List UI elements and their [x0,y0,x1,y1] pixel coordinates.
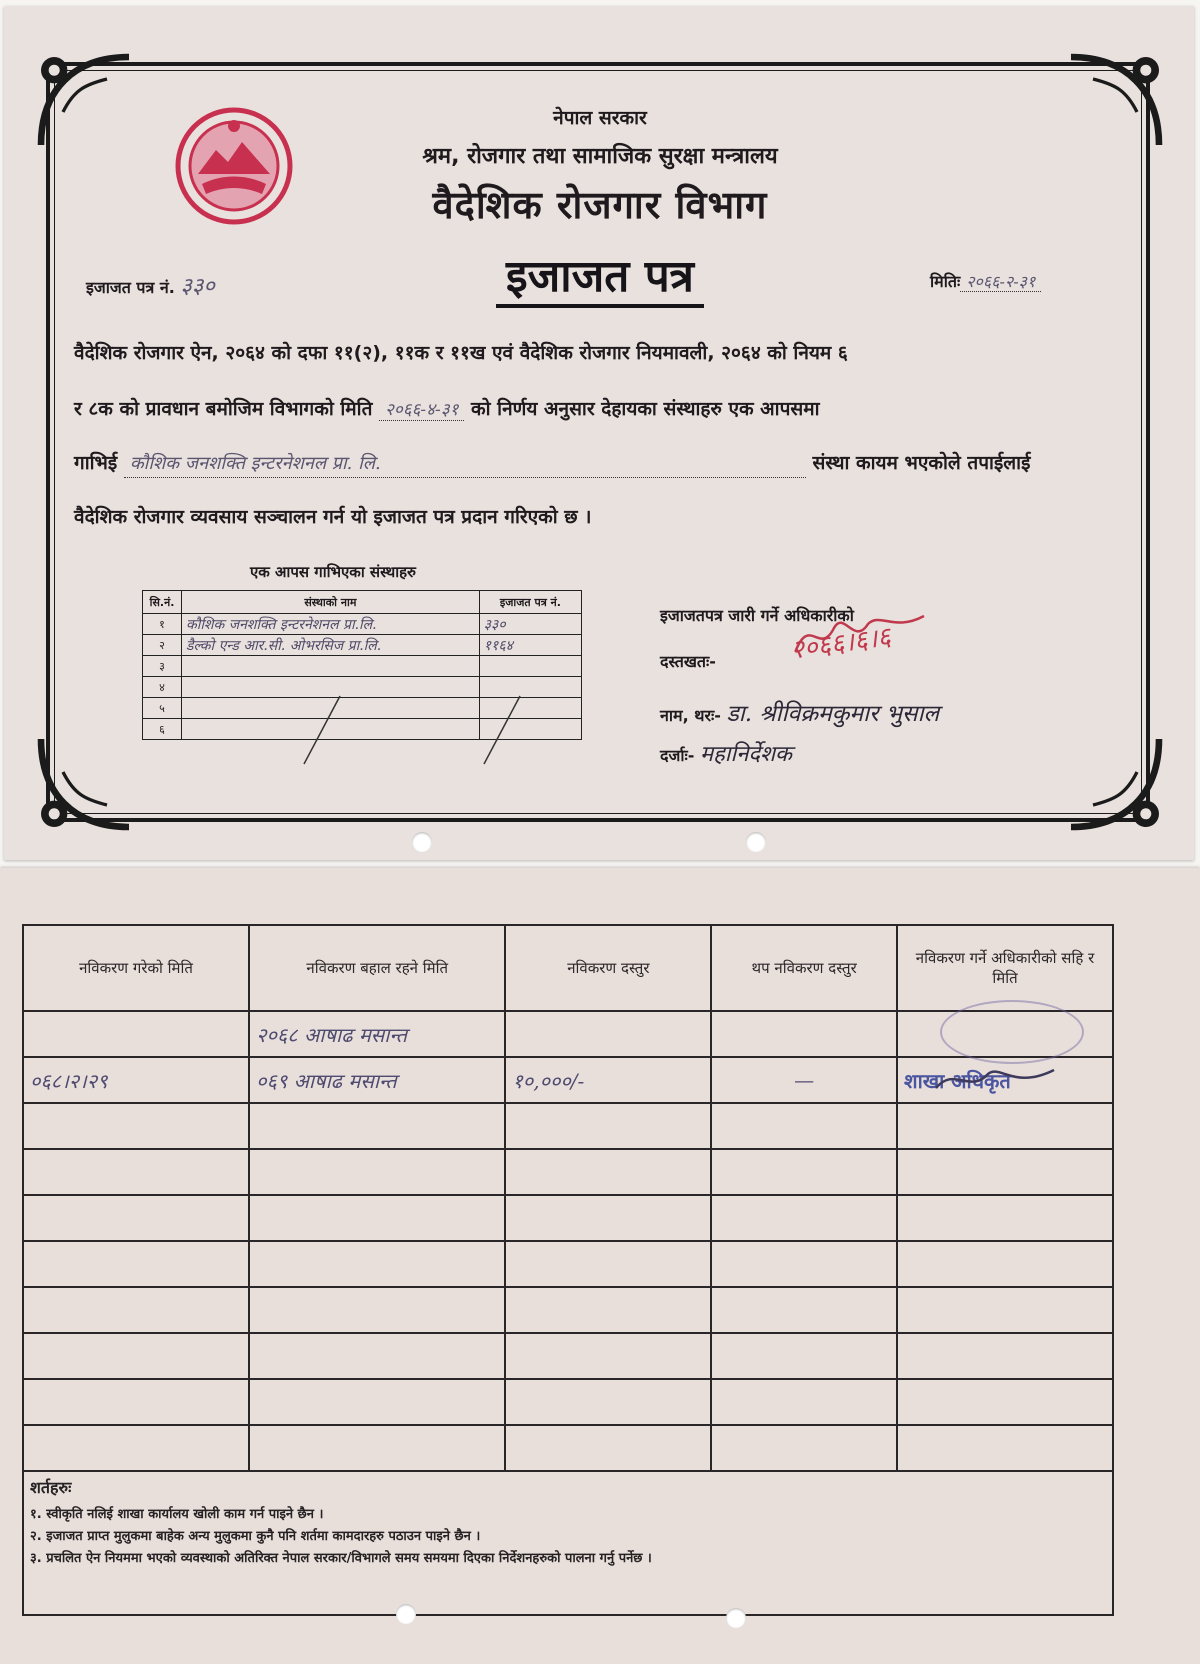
org-permit-no [479,656,581,677]
corner-ornament-bottom-left [30,728,140,838]
renewal-fee [505,1011,711,1057]
rank-label-text: दर्जाः- [660,746,695,765]
org-sn: ६ [143,719,182,740]
signature-date: २०६६।६।६ [788,622,893,666]
title-text: इजाजत पत्र [496,251,704,308]
renewal-date [23,1195,249,1241]
renewal-additional-fee [711,1379,897,1425]
signatory-name: डा. श्रीविक्रमकुमार भुसाल [726,701,940,727]
body-line-2-suffix: को निर्णय अनुसार देहायका संस्थाहरु एक आपसमा [471,398,820,420]
body-line-3 [74,450,1130,478]
renewal-header-date: नविकरण गरेको मिति [23,925,249,1011]
terms-title: शर्तहरुः [30,1478,72,1497]
signature-label: दस्तखतः- [660,652,716,671]
table-row [23,1149,1113,1195]
merged-organization-name: कौशिक जनशक्ति इन्टरनेशनल प्रा. लि. [124,451,806,478]
punch-hole [396,1604,416,1624]
renewal-officer [897,1103,1113,1149]
table-row [143,635,582,656]
org-sn: १ [143,614,182,635]
orgs-header-permit-no: इजाजत पत्र नं. [479,591,581,614]
renewal-additional-fee [711,1011,897,1057]
decision-date: २०६६-४-३१ [379,400,464,421]
renewal-valid-until [249,1379,505,1425]
strike-through-marks [290,690,530,770]
renewal-date [23,1287,249,1333]
renewal-date [23,1241,249,1287]
renewal-date [23,1103,249,1149]
handwritten-signature [790,606,930,666]
punch-hole [726,1608,746,1628]
department-name: वैदेशिक रोजगार विभाग [432,183,768,227]
org-permit-no: ११६४ [479,635,581,656]
renewal-valid-until: २०६८ आषाढ मसान्त [249,1011,505,1057]
punch-hole [412,832,432,852]
renewal-header-row [23,925,1113,1011]
signatory-heading: इजाजतपत्र जारी गर्ने अधिकारीको [660,606,854,625]
renewal-fee [505,1103,711,1149]
org-sn: ५ [143,698,182,719]
renewal-date [23,1333,249,1379]
name-label-text: नाम, थरः- [660,706,721,725]
table-row [143,614,582,635]
orgs-header-name: संस्थाको नाम [182,591,480,614]
renewal-fee [505,1333,711,1379]
renewal-valid-until [249,1103,505,1149]
renewal-fee [505,1241,711,1287]
term-item: २. इजाजत प्राप्त मुलुकमा बाहेक अन्य मुलुकमा कुनै पनि शर्तमा कामदारहरु पठाउन पाइने छैन । [30,1529,481,1544]
renewal-officer [897,1379,1113,1425]
renewal-valid-until [249,1425,505,1471]
signatory-rank: महानिर्देशक [699,742,792,767]
terms-section [30,1476,1110,1570]
renewal-fee [505,1149,711,1195]
renewal-signature [930,1060,1060,1100]
renewal-additional-fee [711,1241,897,1287]
renewal-valid-until [249,1241,505,1287]
renewal-fee: १०,०००/- [505,1057,711,1103]
renewal-valid-until: ०६९ आषाढ मसान्त [249,1057,505,1103]
org-name: कौशिक जनशक्ति इन्टरनेशनल प्रा.लि. [182,614,480,635]
org-sn: ४ [143,677,182,698]
body-line-2 [74,396,1130,423]
renewal-officer [897,1241,1113,1287]
orgs-header-sn: सि.नं. [143,591,182,614]
renewal-valid-until [249,1149,505,1195]
issue-date-label: मितिः [930,272,961,291]
renewal-fee [505,1379,711,1425]
renewal-additional-fee [711,1195,897,1241]
renewal-additional-fee: — [711,1057,897,1103]
table-row [23,1333,1113,1379]
body-line-3-suffix: संस्था कायम भएकोले तपाईलाई [812,452,1031,474]
renewal-additional-fee [711,1149,897,1195]
renewal-officer [897,1195,1113,1241]
table-row [23,1379,1113,1425]
renewal-header-officer: नविकरण गर्ने अधिकारीको सहि र मिति [897,925,1113,1011]
body-line-4: वैदेशिक रोजगार व्यवसाय सञ्चालन गर्न यो इजाजत पत्र प्रदान गरिएको छ । [74,506,592,528]
permit-number-label: इजाजत पत्र नं. [86,278,175,297]
renewal-additional-fee [711,1103,897,1149]
org-sn: ३ [143,656,182,677]
name-label [660,696,939,728]
renewal-date [23,1379,249,1425]
renewal-header-additional-fee: थप नविकरण दस्तुर [711,925,897,1011]
issue-date [930,270,1041,292]
table-row [23,1425,1113,1471]
renewal-valid-until [249,1333,505,1379]
government-name: नेपाल सरकार [553,107,647,129]
renewal-fee [505,1195,711,1241]
table-row [143,656,582,677]
org-permit-no: ३३० [479,614,581,635]
permit-number [86,270,215,300]
body-line-3-prefix: गाभिई [74,452,118,474]
renewal-additional-fee [711,1333,897,1379]
term-item: ३. प्रचलित ऐन नियममा भएको व्यवस्थाको अतिरिक्त नेपाल सरकार/विभागले समय समयमा दिएका निर्देशनहरुको पालना गर्नु पर्नेछ । [30,1551,652,1566]
table-row [23,1241,1113,1287]
org-name: डैल्को एन्ड आर.सी. ओभरसिज प्रा.लि. [182,635,480,656]
renewal-additional-fee [711,1287,897,1333]
officer-stamp-label: शाखा अधिकृत [903,1068,1011,1093]
corner-ornament-bottom-right [1060,728,1170,838]
orgs-table-caption: एक आपस गाभिएका संस्थाहरु [250,563,417,581]
renewal-officer [897,1287,1113,1333]
renewal-date: ०६८।२।२९ [23,1057,249,1103]
rank-label [660,738,792,768]
renewal-valid-until [249,1195,505,1241]
org-name [182,656,480,677]
renewal-header-fee: नविकरण दस्तुर [505,925,711,1011]
body-line-1: वैदेशिक रोजगार ऐन, २०६४ को दफा ११(२), ११क र ११ख एवं वैदेशिक रोजगार नियमावली, २०६४ को नियम ६ [74,342,848,364]
office-stamp [940,1000,1084,1064]
renewal-date [23,1425,249,1471]
term-item: १. स्वीकृति नलिई शाखा कार्यालय खोली काम गर्न पाइने छैन । [30,1507,324,1522]
ministry-name: श्रम, रोजगार तथा सामाजिक सुरक्षा मन्त्रालय [422,144,778,169]
table-row [23,1103,1113,1149]
renewal-valid-until [249,1287,505,1333]
renewal-fee [505,1287,711,1333]
renewal-date [23,1011,249,1057]
table-row [23,1287,1113,1333]
renewal-header-valid-until: नविकरण बहाल रहने मिति [249,925,505,1011]
body-line-2-prefix: र ८क को प्रावधान बमोजिम विभागको मिति [74,398,373,420]
renewal-officer [897,1425,1113,1471]
table-row [23,1195,1113,1241]
permit-number-value: ३३० [180,274,215,299]
issue-date-value: २०६६-२-३१ [960,272,1041,292]
renewal-fee [505,1425,711,1471]
renewal-officer [897,1149,1113,1195]
org-sn: २ [143,635,182,656]
renewal-table [22,924,1114,1472]
renewal-date [23,1149,249,1195]
renewal-additional-fee [711,1425,897,1471]
renewal-officer [897,1333,1113,1379]
punch-hole [746,832,766,852]
orgs-table-header-row [143,591,582,614]
